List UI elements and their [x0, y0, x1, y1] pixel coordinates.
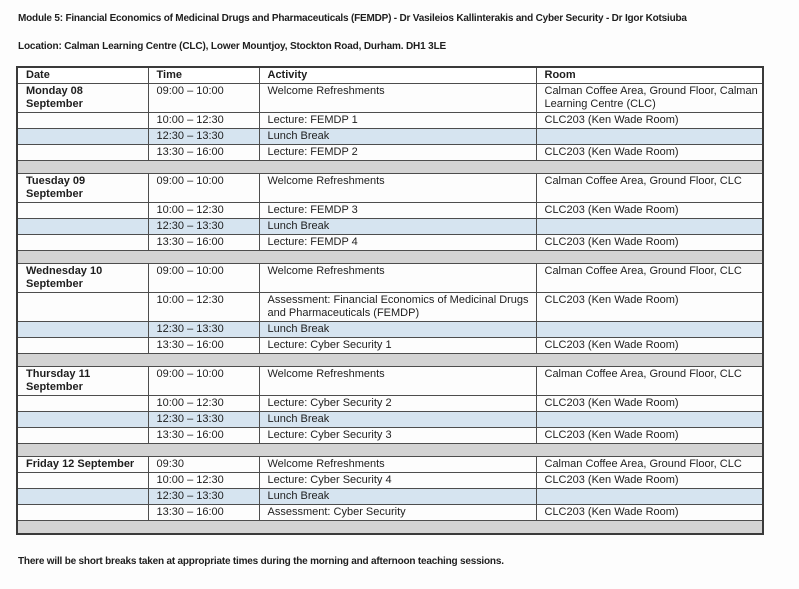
footnote: There will be short breaks taken at appropriate times during the morning and afternoon teaching sessions.	[18, 556, 504, 567]
col-header-time: Time	[148, 67, 259, 84]
schedule-table	[16, 66, 764, 535]
date-cell	[17, 505, 148, 521]
room-cell	[536, 489, 763, 505]
date-cell	[17, 457, 148, 473]
room-cell: CLC203 (Ken Wade Room)	[536, 473, 763, 489]
date-line: September	[26, 381, 83, 393]
room-cell: CLC203 (Ken Wade Room)	[536, 338, 763, 354]
col-header-date: Date	[17, 67, 148, 84]
date-cell	[17, 473, 148, 489]
day-separator-row	[17, 161, 763, 174]
room-cell: CLC203 (Ken Wade Room)	[536, 113, 763, 129]
schedule-row	[17, 428, 763, 444]
room-cell	[536, 129, 763, 145]
day-separator-cell	[17, 354, 763, 367]
day-separator-row	[17, 251, 763, 264]
activity-cell: Lecture: FEMDP 3	[259, 203, 536, 219]
schedule-row	[17, 338, 763, 354]
activity-cell: Assessment: Cyber Security	[259, 505, 536, 521]
time-cell: 13:30 – 16:00	[148, 505, 259, 521]
activity-cell: Lunch Break	[259, 412, 536, 428]
location-line: Location: Calman Learning Centre (CLC), Lower Mountjoy, Stockton Road, Durham. DH1 3LE	[18, 41, 447, 52]
date-cell	[17, 84, 148, 113]
room-cell: Calman Coffee Area, Ground Floor, CLC	[536, 174, 763, 203]
room-cell: Calman Coffee Area, Ground Floor, CLC	[536, 457, 763, 473]
activity-cell: Lunch Break	[259, 489, 536, 505]
date-cell	[17, 367, 148, 396]
activity-cell: Lecture: Cyber Security 2	[259, 396, 536, 412]
time-cell: 10:00 – 12:30	[148, 203, 259, 219]
day-separator-row	[17, 521, 763, 535]
date-line: Wednesday 10	[26, 265, 103, 277]
date-line: September	[26, 188, 83, 200]
time-cell: 12:30 – 13:30	[148, 322, 259, 338]
day-separator-row	[17, 354, 763, 367]
time-cell: 09:00 – 10:00	[148, 264, 259, 293]
room-cell: CLC203 (Ken Wade Room)	[536, 293, 763, 322]
activity-cell: Lecture: FEMDP 1	[259, 113, 536, 129]
activity-cell: Lecture: FEMDP 4	[259, 235, 536, 251]
time-cell: 13:30 – 16:00	[148, 145, 259, 161]
schedule-row	[17, 174, 763, 203]
schedule-body	[17, 84, 763, 535]
room-cell: CLC203 (Ken Wade Room)	[536, 145, 763, 161]
activity-cell: Lecture: FEMDP 2	[259, 145, 536, 161]
date-line: Thursday 11	[26, 368, 91, 380]
date-cell	[17, 428, 148, 444]
time-cell: 10:00 – 12:30	[148, 396, 259, 412]
schedule-row	[17, 84, 763, 113]
time-cell: 13:30 – 16:00	[148, 428, 259, 444]
activity-cell: Lecture: Cyber Security 3	[259, 428, 536, 444]
time-cell: 12:30 – 13:30	[148, 219, 259, 235]
date-line: Monday 08	[26, 85, 83, 97]
lunch-row	[17, 322, 763, 338]
room-cell	[536, 412, 763, 428]
room-cell: Calman Coffee Area, Ground Floor, CLC	[536, 367, 763, 396]
schedule-row	[17, 203, 763, 219]
room-cell: CLC203 (Ken Wade Room)	[536, 203, 763, 219]
time-cell: 10:00 – 12:30	[148, 473, 259, 489]
date-cell	[17, 396, 148, 412]
lunch-row	[17, 219, 763, 235]
date-cell	[17, 145, 148, 161]
day-separator-row	[17, 444, 763, 457]
schedule-row	[17, 113, 763, 129]
activity-cell: Welcome Refreshments	[259, 367, 536, 396]
date-line: September	[26, 98, 83, 110]
room-cell: CLC203 (Ken Wade Room)	[536, 396, 763, 412]
room-cell	[536, 322, 763, 338]
activity-cell: Assessment: Financial Economics of Medicinal Drugs and Pharmaceuticals (FEMDP)	[259, 293, 536, 322]
room-cell: CLC203 (Ken Wade Room)	[536, 428, 763, 444]
date-cell	[17, 235, 148, 251]
date-cell	[17, 174, 148, 203]
lunch-row	[17, 489, 763, 505]
schedule-row	[17, 367, 763, 396]
date-cell	[17, 322, 148, 338]
time-cell: 10:00 – 12:30	[148, 293, 259, 322]
schedule-row	[17, 264, 763, 293]
activity-cell: Welcome Refreshments	[259, 84, 536, 113]
schedule-row	[17, 505, 763, 521]
date-line: Friday 12 September	[26, 458, 135, 470]
activity-cell: Lunch Break	[259, 322, 536, 338]
module-title: Module 5: Financial Economics of Medicinal Drugs and Pharmaceuticals (FEMDP) - Dr Vasileios Kallinterakis and Cyber Security - Dr Igor Kotsiuba	[18, 13, 687, 24]
time-cell: 12:30 – 13:30	[148, 489, 259, 505]
time-cell: 13:30 – 16:00	[148, 338, 259, 354]
col-header-activity: Activity	[259, 67, 536, 84]
activity-cell: Welcome Refreshments	[259, 174, 536, 203]
room-cell: CLC203 (Ken Wade Room)	[536, 235, 763, 251]
date-cell	[17, 412, 148, 428]
lunch-row	[17, 129, 763, 145]
lunch-row	[17, 412, 763, 428]
table-header-row	[17, 67, 763, 84]
schedule-row	[17, 235, 763, 251]
col-header-room: Room	[536, 67, 763, 84]
schedule-row	[17, 293, 763, 322]
schedule-row	[17, 473, 763, 489]
day-separator-cell	[17, 251, 763, 264]
date-cell	[17, 264, 148, 293]
room-cell	[536, 219, 763, 235]
activity-cell: Welcome Refreshments	[259, 457, 536, 473]
room-cell: Calman Coffee Area, Ground Floor, CLC	[536, 264, 763, 293]
time-cell: 09:30	[148, 457, 259, 473]
date-cell	[17, 219, 148, 235]
time-cell: 09:00 – 10:00	[148, 367, 259, 396]
time-cell: 10:00 – 12:30	[148, 113, 259, 129]
date-cell	[17, 338, 148, 354]
date-cell	[17, 129, 148, 145]
time-cell: 12:30 – 13:30	[148, 412, 259, 428]
day-separator-cell	[17, 521, 763, 535]
schedule-row	[17, 145, 763, 161]
room-cell: Calman Coffee Area, Ground Floor, Calman Learning Centre (CLC)	[536, 84, 763, 113]
schedule-row	[17, 457, 763, 473]
schedule-row	[17, 396, 763, 412]
date-line: Tuesday 09	[26, 175, 86, 187]
time-cell: 09:00 – 10:00	[148, 84, 259, 113]
date-line: September	[26, 278, 83, 290]
time-cell: 12:30 – 13:30	[148, 129, 259, 145]
activity-cell: Welcome Refreshments	[259, 264, 536, 293]
day-separator-cell	[17, 161, 763, 174]
date-cell	[17, 113, 148, 129]
date-cell	[17, 293, 148, 322]
activity-cell: Lunch Break	[259, 219, 536, 235]
date-cell	[17, 203, 148, 219]
activity-cell: Lunch Break	[259, 129, 536, 145]
date-cell	[17, 489, 148, 505]
time-cell: 13:30 – 16:00	[148, 235, 259, 251]
day-separator-cell	[17, 444, 763, 457]
activity-cell: Lecture: Cyber Security 4	[259, 473, 536, 489]
activity-cell: Lecture: Cyber Security 1	[259, 338, 536, 354]
room-cell: CLC203 (Ken Wade Room)	[536, 505, 763, 521]
time-cell: 09:00 – 10:00	[148, 174, 259, 203]
